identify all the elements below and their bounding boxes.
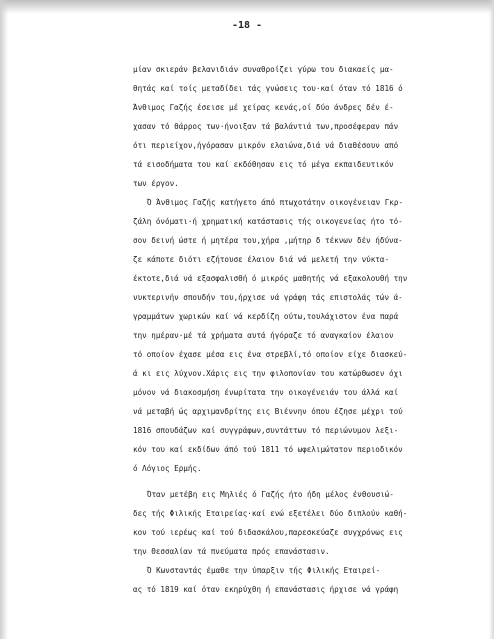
text-line: νυκτερινήν σπουδήν του,ήρχισε νά γράφη τάς επιστολάς τών ά- (133, 293, 403, 302)
text-line: Ό Άνθιμος Γαζής κατήγετο άπό πτωχοτάτην οικογένειαν Γκρ- (147, 198, 404, 207)
text-line: γραμμάτων χωρικών καί νά κερδίζη ούτω,τουλάχιστον ένα παρά (133, 312, 399, 321)
text-line: κον τού ιερέως καί τού διδασκάλου,παρεσκεύαζε συγχρόνως εις (133, 528, 403, 537)
text-line: των έργον. (133, 179, 179, 188)
typewritten-body (133, 60, 488, 599)
text-line: ότι περιείχον,ήγόρασαν μικρόν ελαιώνα,διά νά διαθέσουν από (133, 141, 399, 150)
text-line: Άνθιμος Γαζής έσεισε μέ χείρας κενάς,οί δύο άνδρες δέν έ- (133, 103, 394, 112)
text-line: δες τής Φιλικής Εταιρείας·καί ενώ εξετέλει δύο διπλούν καθή- (133, 509, 408, 518)
text-line: σον δεινή ώστε ή μητέρα του,χήρα ,μήτηρ δ τέκνων δέν ήδύνα- (133, 236, 403, 245)
text-line: κόν του καί εκδίδων άπό τού 1811 τό ωφελιμώτατον περιοδικόν (133, 445, 403, 454)
text-line: Όταν μετέβη εις Μηλιές ό Γαζής ήτο ήδη μέλος ένθουσιώ- (147, 490, 394, 499)
text-line: νά μεταβή ώς αρχιμανδρίτης εις Βιέννην όπου έζησε μέχρι τού (133, 407, 403, 416)
text-line: ζάλη όνόματι·ή χρηματική κατάστασις τής οικογενείας ήτο τό- (133, 217, 403, 226)
scan-shadow-top (0, 0, 494, 14)
scan-shadow-right (489, 0, 494, 639)
text-line: έκτοτε,διά νά εξασφαλισθή ό μικρός μαθητής νά εξακολουθή την (133, 274, 408, 283)
text-line: θητάς καί τοίς μεταδίδει τάς γνώσεις του·καί όταν τό 1816 ό (133, 84, 403, 93)
text-line: ά κι εις λύχνον.Χάρις εις την φιλοπονίαν του κατώρθωσεν όχι (133, 369, 403, 378)
text-line: Ό Κωνσταντάς έμαθε την ύπαρξιν τής Φιλικής Εταιρεί- (147, 566, 381, 575)
page-number: -18 - (231, 20, 263, 31)
text-line: χασαν τό θάρρος των·ήνοιξαν τά βαλάντιά των,προσέφεραν πάν (133, 122, 399, 131)
text-line: μόνον νά διακοσμήση ένωρίτατα την οικογένειάν του άλλά καί (133, 388, 399, 397)
text-line: ζε κάποτε διότι εζήτουσε έλαιον διά νά μελετή την νύκτα- (133, 255, 390, 264)
text-line: την Θεσσαλίαν τά πνεύματα πρός επανάστασιν. (133, 547, 330, 556)
text-line: ό Λόγιος Ερμής. (133, 464, 202, 473)
text-line: 1816 σπουδάζων καί συγγράφων,συντάττων τό περιώνυμον λεξι- (133, 426, 399, 435)
text-line: τό οποίον έχασε μέσα εις ένα στρεβλί,τό οποίον είχε διασκεύ- (133, 350, 408, 359)
text-line: μίαν σκιεράν βελανιδιάν συναθροίζει γύρω του διακαείς μα- (133, 65, 394, 74)
text-line: τά εισοδήματα του καί εκδόθησαν εις τό μέγα εκπαιδευτικόν (133, 160, 394, 169)
text-line: ας τό 1819 καί όταν εκηρύχθη ή επανάστασις ήρχισε νά γράφη (133, 585, 399, 594)
text-line: την ημέραν·μέ τά χρήματα αυτά ήγόραζε τό αναγκαίον έλαιον (133, 331, 394, 340)
scan-shadow-left (0, 0, 8, 639)
